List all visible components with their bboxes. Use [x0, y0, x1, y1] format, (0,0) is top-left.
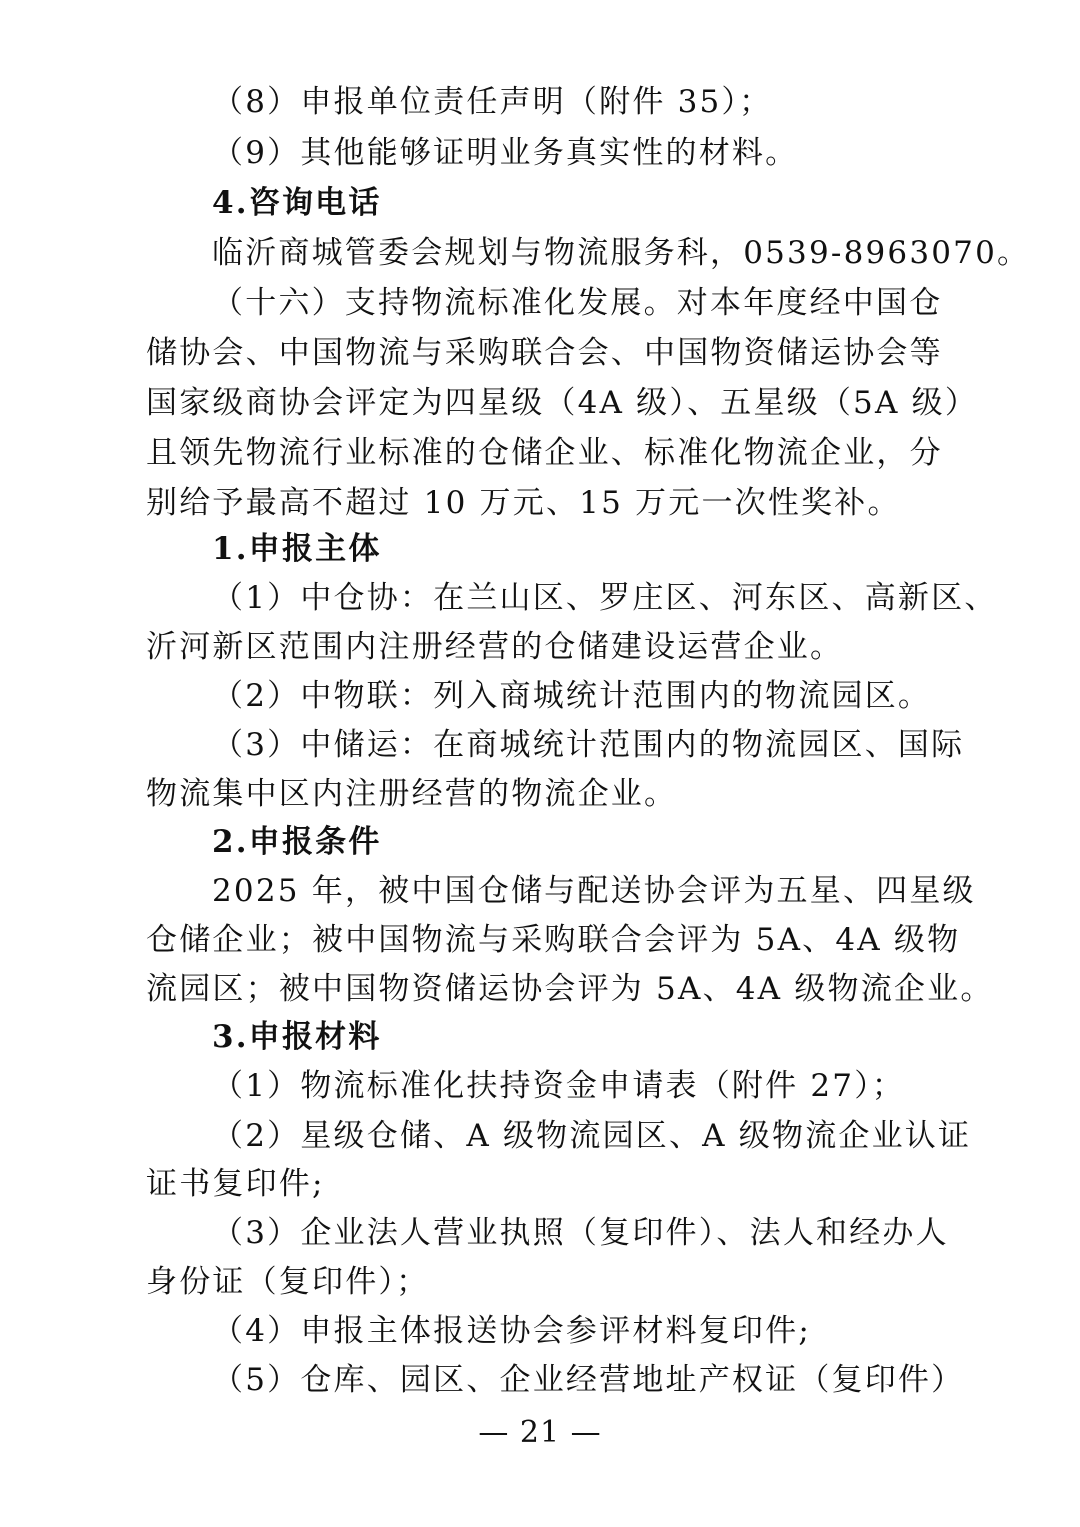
section-16-line: 国家级商协会评定为四星级（4A 级）、五星级（5A 级）: [146, 385, 979, 421]
material-item-2-continued: 证书复印件;: [146, 1166, 325, 1202]
material-item-1: （1）物流标准化扶持资金申请表（附件 27）；: [212, 1068, 906, 1104]
material-item-3: （3）企业法人营业执照（复印件）、法人和经办人: [212, 1215, 949, 1251]
subject-heading: 1.申报主体: [212, 531, 382, 567]
subject-item-2: （2）中物联：列入商城统计范围内的物流园区。: [212, 678, 932, 714]
consult-phone-heading: 4.咨询电话: [212, 185, 382, 221]
section-16-line: 且领先物流行业标准的仓储企业、标准化物流企业，分: [146, 435, 943, 471]
conditions-text-line: 2025 年，被中国仓储与配送协会评为五星、四星级: [212, 873, 976, 909]
section-16-line: 别给予最高不超过 10 万元、15 万元一次性奖补。: [146, 485, 901, 521]
material-item-3-continued: 身份证（复印件）；: [146, 1264, 430, 1300]
section-16-line: 储协会、中国物流与采购联合会、中国物资储运协会等: [146, 335, 943, 371]
material-item-5: （5）仓库、园区、企业经营地址产权证（复印件）: [212, 1362, 965, 1398]
list-item-9: （9）其他能够证明业务真实性的材料。: [212, 135, 799, 171]
subject-item-3-continued: 物流集中区内注册经营的物流企业。: [146, 776, 678, 812]
material-item-2: （2）星级仓储、A 级物流园区、A 级物流企业认证: [212, 1118, 972, 1154]
consult-phone-text: 临沂商城管委会规划与物流服务科，0539-8963070。: [212, 235, 1031, 271]
section-16-line: （十六）支持物流标准化发展。对本年度经中国仓: [212, 285, 943, 321]
page-number: — 21 —: [478, 1415, 602, 1450]
conditions-text-line: 仓储企业；被中国物流与采购联合会评为 5A、4A 级物: [146, 922, 961, 958]
materials-heading: 3.申报材料: [212, 1019, 382, 1055]
list-item-8: （8）申报单位责任声明（附件 35）；: [212, 84, 773, 120]
subject-item-1: （1）中仓协：在兰山区、罗庄区、河东区、高新区、: [212, 580, 998, 616]
conditions-text-line: 流园区；被中国物资储运协会评为 5A、4A 级物流企业。: [146, 971, 994, 1007]
conditions-heading: 2.申报条件: [212, 824, 382, 860]
material-item-4: （4）申报主体报送协会参评材料复印件;: [212, 1313, 811, 1349]
subject-item-3: （3）中储运：在商城统计范围内的物流园区、国际: [212, 727, 965, 763]
subject-item-1-continued: 沂河新区范围内注册经营的仓储建设运营企业。: [146, 629, 844, 665]
